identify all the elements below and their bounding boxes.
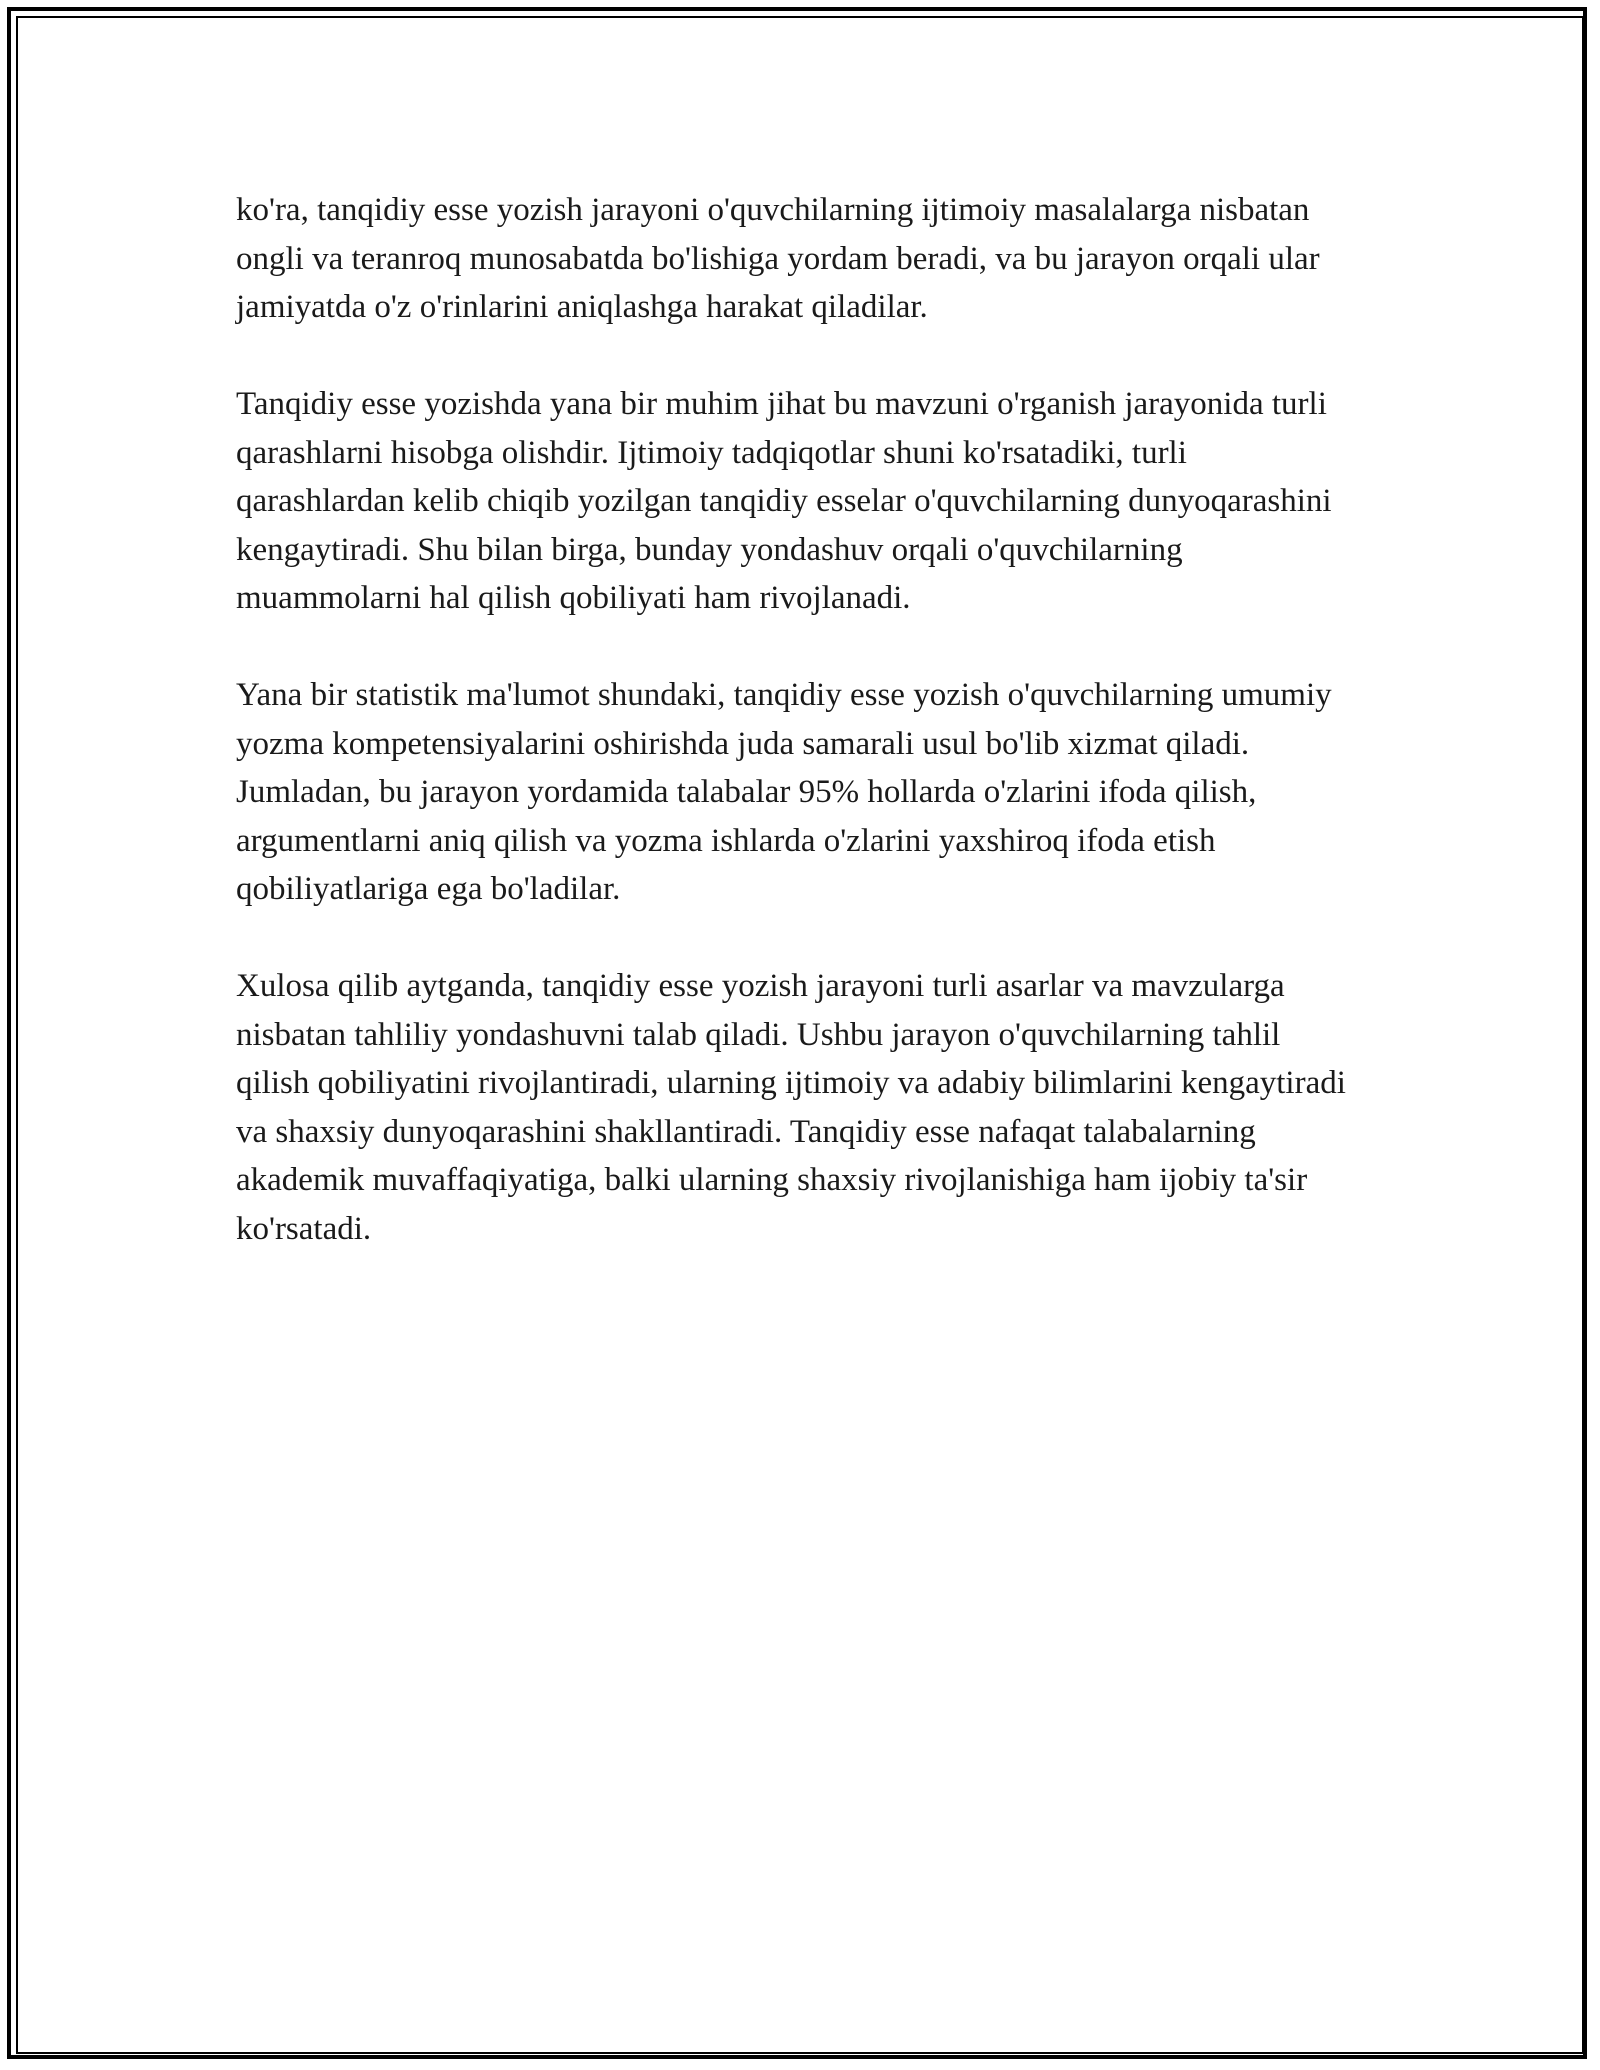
document-body (236, 186, 1356, 1253)
paragraph-1: ko'ra, tanqidiy esse yozish jarayoni o'quvchilarning ijtimoiy masalalarga nisbatan ongli va teranroq munosabatda bo'lishiga yordam beradi, va bu jarayon orqali ular jamiyatda o'z o'rinlarini aniqlashga harakat qiladilar. (236, 192, 1320, 325)
paragraph-4: Xulosa qilib aytganda, tanqidiy esse yozish jarayoni turli asarlar va mavzularga nisbatan tahliliy yondashuvni talab qiladi. Ushbu jarayon o'quvchilarning tahlil qilish qobiliyatini rivojlantiradi, ularning ijtimoiy va adabiy bilimlarini kengaytiradi va shaxsiy dunyoqarashini shakllantiradi. Tanqidiy esse nafaqat talabalarning akademik muvaffaqiyatiga, balki ularning shaxsiy rivojlanishiga ham ijobiy ta'sir ko'rsatadi. (236, 968, 1346, 1247)
paragraph-3: Yana bir statistik ma'lumot shundaki, tanqidiy esse yozish o'quvchilarning umumiy yozma kompetensiyalarini oshirishda juda samarali usul bo'lib xizmat qiladi. Jumladan, bu jarayon yordamida talabalar 95% hollarda o'zlarini ifoda qilish, argumentlarni aniq qilish va yozma ishlarda o'zlarini yaxshiroq ifoda etish qobiliyatlariga ega bo'ladilar. (236, 677, 1332, 907)
paragraph-2: Tanqidiy esse yozishda yana bir muhim jihat bu mavzuni o'rganish jarayonida turli qarashlarni hisobga olishdir. Ijtimoiy tadqiqotlar shuni ko'rsatadiki, turli qarashlardan kelib chiqib yozilgan tanqidiy esselar o'quvchilarning dunyoqarashini kengaytiradi. Shu bilan birga, bunday yondashuv orqali o'quvchilarning muammolarni hal qilish qobiliyati ham rivojlanadi. (236, 386, 1332, 616)
